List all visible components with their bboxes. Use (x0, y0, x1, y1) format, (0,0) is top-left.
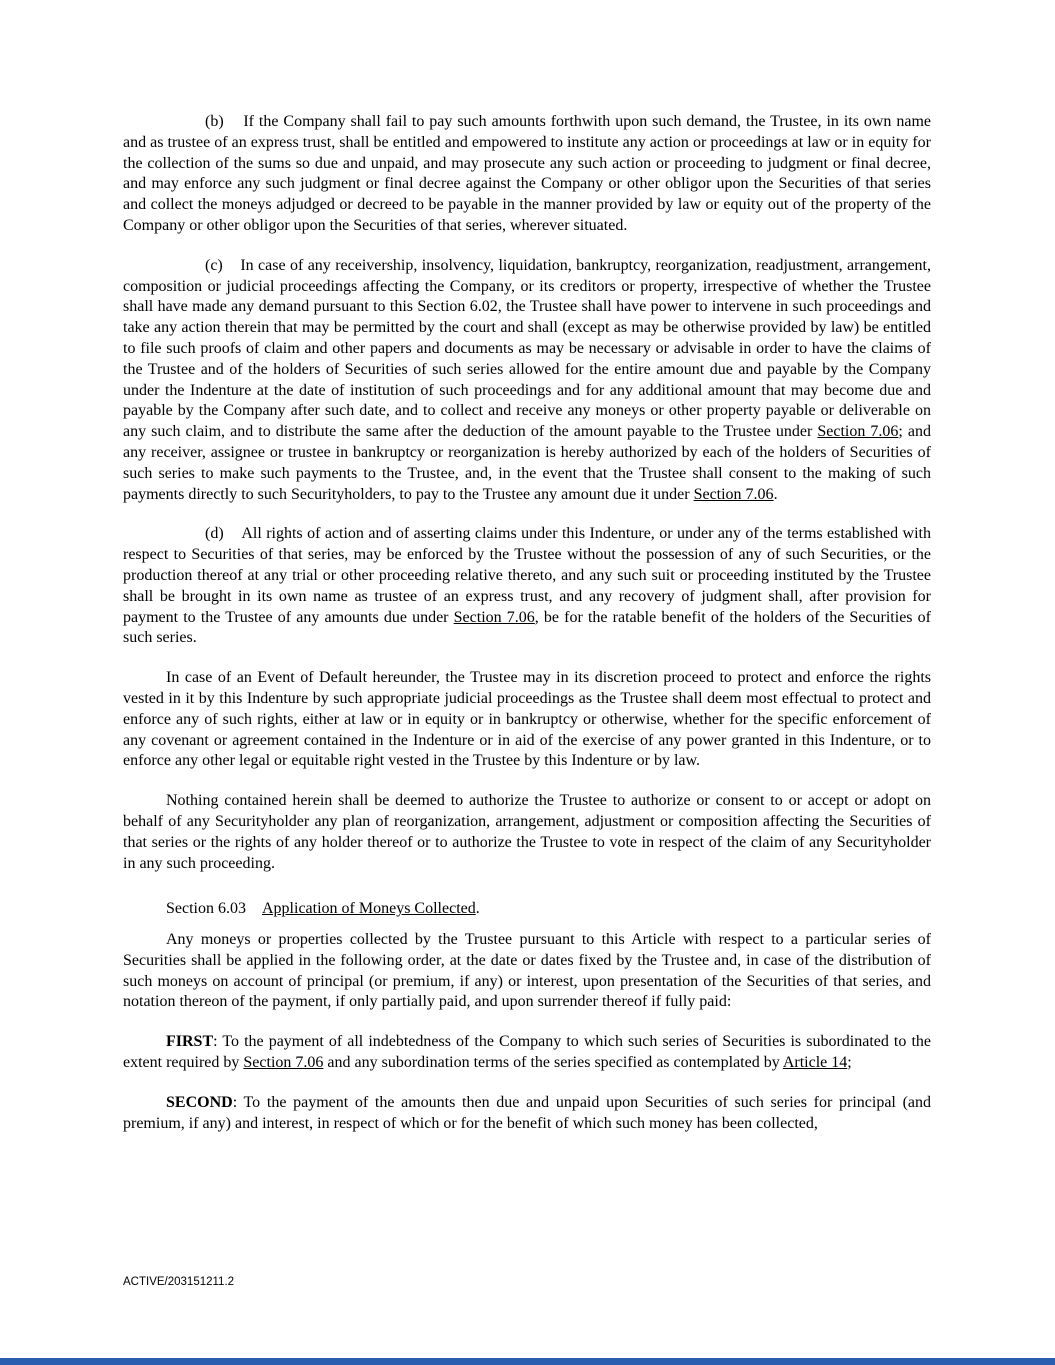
paragraph-nothing-contained (123, 791, 931, 874)
bottom-edge-bar (0, 1358, 1055, 1365)
text-segment: , be for the ratable benefit of the holders of the Securities of such series. (123, 608, 931, 647)
paragraph-b (123, 112, 931, 237)
cross-reference: Section 7.06 (243, 1054, 324, 1072)
emphasis-text: FIRST (166, 1033, 214, 1051)
paragraph-c (123, 256, 931, 506)
text-segment: (c) In case of any receivership, insolvency, liquidation, bankruptcy, reorganization, readjustment, arrangement, composition or judicial proceedings affecting the Company, or its creditors or property, irrespective of whether the Trustee shall have made any demand pursuant to this Section 6.02, the Trustee shall have power to intervene in such proceedings and take any action therein that may be permitted by the court and shall (except as may be otherwise provided by law) be entitled to file such proofs of claim and other papers and documents as may be necessary or advisable in order to have the claims of the Trustee and of the holders of Securities of such series allowed for the entire amount due and payable by the Company under the Indenture at the date of institution of such proceedings and for any additional amount that may become due and payable by the Company after such date, and to collect and receive any moneys or other property payable or deliverable on any such claim, and to distribute the same after the deduction of the amount payable to the Trustee under (123, 256, 931, 441)
document-footer-reference: ACTIVE/203151211.2 (123, 1276, 235, 1288)
cross-reference: Article 14 (782, 1054, 848, 1072)
text-segment: ; and any receiver, assignee or trustee in bankruptcy or reorganization is hereby authorized by each of the holders of Securities of such series to make such payments to the Trustee, and, in the event that the Trustee shall consent to the making of such payments directly to such Securityholders, to pay to the Trustee any amount due it under (123, 423, 932, 503)
paragraph-event-of-default (123, 668, 931, 772)
cross-reference: Section 7.06 (693, 485, 774, 503)
text-segment: ; (847, 1054, 852, 1072)
text-segment: (d) All rights of action and of asserting claims under this Indenture, or under any of the terms established with respect to Securities of that series, may be enforced by the Trustee without the possession of any of such Securities, or the production thereof at any trial or other proceeding relative thereto, and any such suit or proceeding instituted by the Trustee shall be brought in its own name as trustee of an express trust, and any recovery of judgment shall, after provision for payment to the Trustee of any amounts due under (123, 525, 931, 626)
cross-reference: Application of Moneys Collected (262, 900, 476, 918)
text-segment: : To the payment of all indebtedness of the Company to which such series of Securities is subordinated to the extent required by (123, 1033, 931, 1072)
document-body (123, 112, 931, 1134)
text-segment: In case of an Event of Default hereunder, the Trustee may in its discretion proceed to protect and enforce the rights vested in it by this Indenture by such appropriate judicial proceedings as the Trustee shall deem most effectual to protect and enforce any of such rights, either at law or in equity or in bankruptcy or otherwise, whether for the specific enforcement of any covenant or agreement contained in the Indenture or in aid of the exercise of any power granted in this Indenture, or to enforce any other legal or equitable right vested in the Trustee by this Indenture or by law. (123, 669, 931, 770)
paragraph-d (123, 524, 931, 649)
text-segment: : To the payment of the amounts then due and unpaid upon Securities of such series for principal (and premium, if any) and interest, in respect of which or for the benefit of which such money has been collected, (123, 1093, 931, 1132)
text-segment: Nothing contained herein shall be deemed to authorize the Trustee to authorize or consent to or accept or adopt on behalf of any Securityholder any plan of reorganization, arrangement, adjustment or composition affecting the Securities of that series or the rights of any holder thereof or to authorize the Trustee to vote in respect of the claim of any Securityholder in any such proceeding. (123, 792, 931, 872)
text-segment: and any subordination terms of the series specified as contemplated by (323, 1054, 783, 1072)
text-segment: . (773, 485, 778, 503)
text-segment: (b) If the Company shall fail to pay such amounts forthwith upon such demand, the Trustee, in its own name and as trustee of an express trust, shall be entitled and empowered to institute any action or proceedings at law or in equity for the collection of the sums so due and unpaid, and may prosecute any such action or proceeding to judgment or final decree, and may enforce any such judgment or final decree against the Company or other obligor upon the Securities of that series and collect the moneys adjudged or decreed to be payable in the manner provided by law or equity out of the property of the Company or other obligor upon the Securities of that series, wherever situated. (123, 113, 931, 234)
text-segment: . (475, 900, 480, 918)
cross-reference: Section 7.06 (453, 608, 535, 626)
text-segment: Section 6.03 (166, 900, 262, 918)
cross-reference: Section 7.06 (817, 423, 899, 441)
section-heading-6-03 (123, 899, 931, 920)
paragraph-first (123, 1032, 931, 1074)
paragraph-any-moneys (123, 930, 931, 1013)
text-segment: Any moneys or properties collected by the Trustee pursuant to this Article with respect to a particular series of Securities shall be applied in the following order, at the date or dates fixed by the Trustee and, in case of the distribution of such moneys on account of principal (or premium, if any) or interest, upon presentation of the Securities of that series, and notation thereon of the payment, if only partially paid, and upon surrender thereof if fully paid: (123, 931, 931, 1011)
paragraph-second (123, 1093, 931, 1135)
emphasis-text: SECOND (166, 1093, 233, 1111)
